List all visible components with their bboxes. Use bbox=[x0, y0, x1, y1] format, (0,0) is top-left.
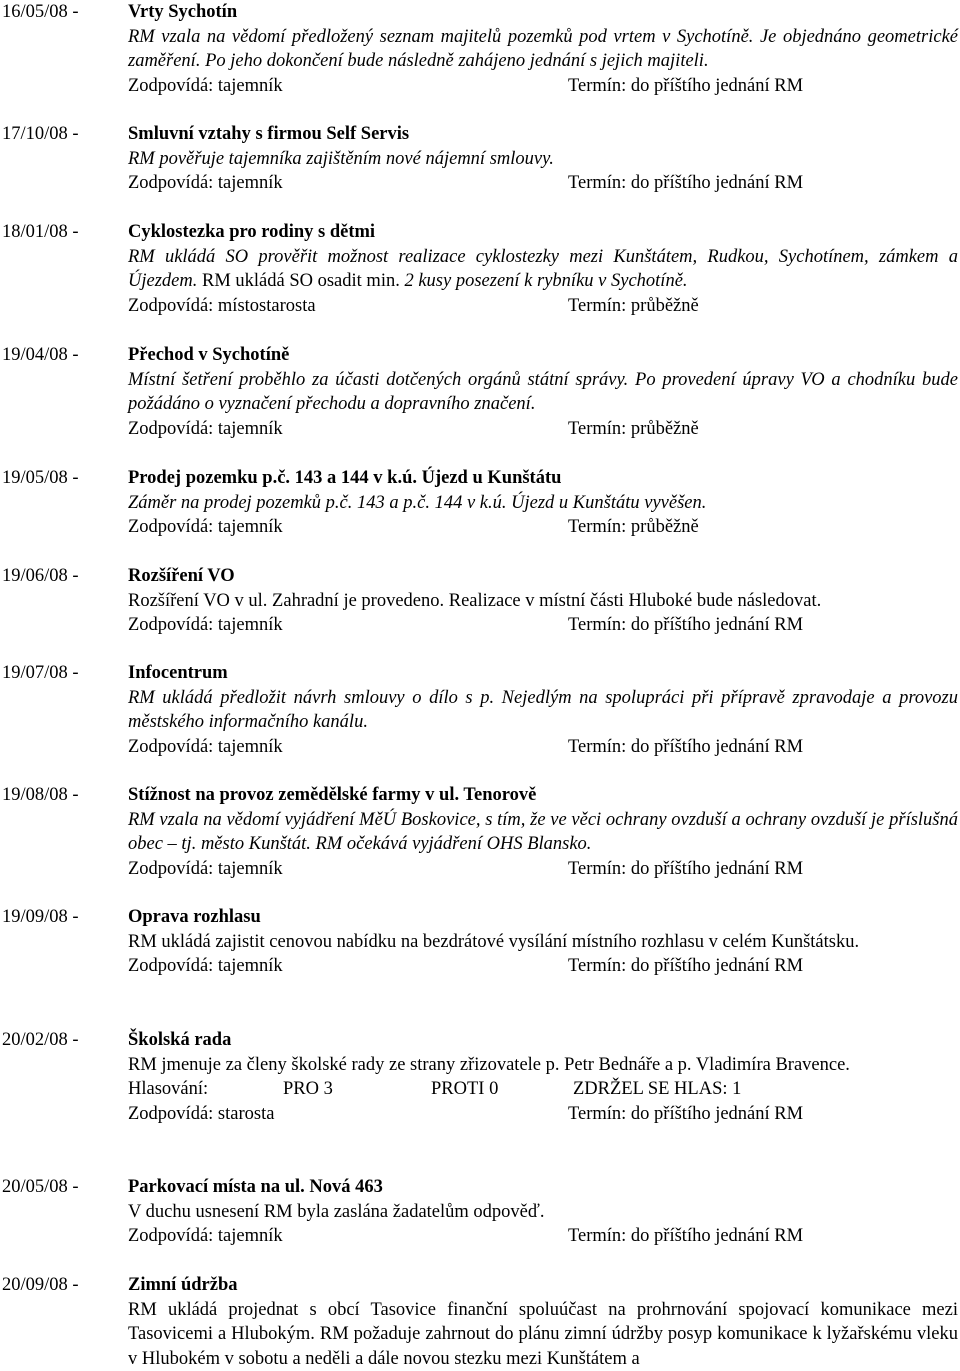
responsible: Zodpovídá: tajemník bbox=[128, 417, 283, 442]
deadline: Termín: do příštího jednání RM bbox=[568, 857, 803, 882]
entry-text: V duchu usnesení RM byla zaslána žadatelům odpověď. bbox=[128, 1200, 958, 1225]
entry-number: 20/09/08 - bbox=[2, 1273, 79, 1298]
entry-number: 20/05/08 - bbox=[2, 1175, 79, 1200]
entry-text: RM vzala na vědomí vyjádření MěÚ Boskovice, s tím, že ve věci ochrany ovzduší a ochrany ovzduší je příslušná obec – tj. město Kunštát. RM očekává vyjádření OHS Blansko. bbox=[128, 808, 958, 857]
entry-number: 18/01/08 - bbox=[2, 220, 79, 245]
entry-title: Rozšíření VO bbox=[128, 564, 958, 589]
deadline: Termín: do příštího jednání RM bbox=[568, 74, 803, 99]
entry-number: 20/02/08 - bbox=[2, 1028, 79, 1053]
vote-label: Hlasování: bbox=[128, 1077, 208, 1102]
deadline: Termín: průběžně bbox=[568, 417, 699, 442]
deadline: Termín: průběžně bbox=[568, 294, 699, 319]
entry-text: Záměr na prodej pozemků p.č. 143 a p.č. 144 v k.ú. Újezd u Kunštátu vyvěšen. bbox=[128, 491, 958, 516]
entry-text: RM ukládá předložit návrh smlouvy o dílo s p. Nejedlým na spolupráci při přípravě zpravodaje a provozu městského informačního kanálu. bbox=[128, 686, 958, 735]
responsible: Zodpovídá: tajemník bbox=[128, 954, 283, 979]
entry-number: 19/06/08 - bbox=[2, 564, 79, 589]
deadline: Termín: do příštího jednání RM bbox=[568, 954, 803, 979]
vote-pro: PRO 3 bbox=[283, 1077, 333, 1102]
entry-title: Vrty Sychotín bbox=[128, 0, 958, 25]
deadline: Termín: průběžně bbox=[568, 515, 699, 540]
responsible: Zodpovídá: tajemník bbox=[128, 74, 283, 99]
responsible: Zodpovídá: tajemník bbox=[128, 613, 283, 638]
vote-proti: PROTI 0 bbox=[431, 1077, 498, 1102]
entry-number: 16/05/08 - bbox=[2, 0, 79, 25]
entry-text: RM ukládá projednat s obcí Tasovice finanční spoluúčast na prohrnování spojovací komunikace mezi Tasovicemi a Hlubokým. RM požaduje zahrnout do plánu zimní údržby posyp komunikace k lyžařskému vleku v Hlubokém v sobotu a neděli a dále novou stezku mezi Kunštátem a bbox=[128, 1298, 958, 1371]
vote-abstain: ZDRŽEL SE HLAS: 1 bbox=[573, 1077, 741, 1102]
deadline: Termín: do příštího jednání RM bbox=[568, 1224, 803, 1249]
entry-text: RM jmenuje za členy školské rady ze strany zřizovatele p. Petr Bednáře a p. Vladimíra Bravence. bbox=[128, 1053, 958, 1078]
entry-text: Místní šetření proběhlo za účasti dotčených orgánů státní správy. Po provedení úpravy VO a chodníku bude požádáno o vyznačení přechodu a dopravního značení. bbox=[128, 368, 958, 417]
entry-title: Infocentrum bbox=[128, 661, 958, 686]
entry-title: Smluvní vztahy s firmou Self Servis bbox=[128, 122, 958, 147]
entry-text: RM vzala na vědomí předložený seznam majitelů pozemků pod vrtem v Sychotíně. Je objednáno geometrické zaměření. Po jeho dokončení bude následně zahájeno jednání s jejich majiteli. bbox=[128, 25, 958, 74]
entry-title: Školská rada bbox=[128, 1028, 958, 1053]
entry-text: RM ukládá zajistit cenovou nabídku na bezdrátové vysílání místního rozhlasu v celém Kunštátsku. bbox=[128, 930, 958, 955]
entry-number: 19/05/08 - bbox=[2, 466, 79, 491]
deadline: Termín: do příštího jednání RM bbox=[568, 1102, 803, 1127]
responsible: Zodpovídá: tajemník bbox=[128, 735, 283, 760]
entry-title: Prodej pozemku p.č. 143 a 144 v k.ú. Újezd u Kunštátu bbox=[128, 466, 958, 491]
entry-title: Zimní údržba bbox=[128, 1273, 958, 1298]
entry-title: Stížnost na provoz zemědělské farmy v ul. Tenorově bbox=[128, 783, 958, 808]
vote-result bbox=[128, 1077, 958, 1102]
entry-number: 19/04/08 - bbox=[2, 343, 79, 368]
deadline: Termín: do příštího jednání RM bbox=[568, 613, 803, 638]
entry-text: Rozšíření VO v ul. Zahradní je provedeno. Realizace v místní části Hluboké bude následovat. bbox=[128, 589, 958, 614]
entry-title: Parkovací místa na ul. Nová 463 bbox=[128, 1175, 958, 1200]
responsible: Zodpovídá: tajemník bbox=[128, 857, 283, 882]
entry-number: 19/08/08 - bbox=[2, 783, 79, 808]
entry-title: Cyklostezka pro rodiny s dětmi bbox=[128, 220, 958, 245]
responsible: Zodpovídá: starosta bbox=[128, 1102, 274, 1127]
responsible: Zodpovídá: tajemník bbox=[128, 1224, 283, 1249]
entry-number: 19/09/08 - bbox=[2, 905, 79, 930]
responsible: Zodpovídá: tajemník bbox=[128, 171, 283, 196]
entry-number: 19/07/08 - bbox=[2, 661, 79, 686]
deadline: Termín: do příštího jednání RM bbox=[568, 171, 803, 196]
entry-text: RM ukládá SO prověřit možnost realizace cyklostezky mezi Kunštátem, Rudkou, Sychotínem, zámkem a Újezdem. RM ukládá SO osadit min. 2 kusy posezení k rybníku v Sychotíně. bbox=[128, 245, 958, 294]
entry-text: RM pověřuje tajemníka zajištěním nové nájemní smlouvy. bbox=[128, 147, 958, 172]
entry-title: Přechod v Sychotíně bbox=[128, 343, 958, 368]
entry-title: Oprava rozhlasu bbox=[128, 905, 958, 930]
entry-number: 17/10/08 - bbox=[2, 122, 79, 147]
responsible: Zodpovídá: tajemník bbox=[128, 515, 283, 540]
responsible: Zodpovídá: místostarosta bbox=[128, 294, 316, 319]
deadline: Termín: do příštího jednání RM bbox=[568, 735, 803, 760]
